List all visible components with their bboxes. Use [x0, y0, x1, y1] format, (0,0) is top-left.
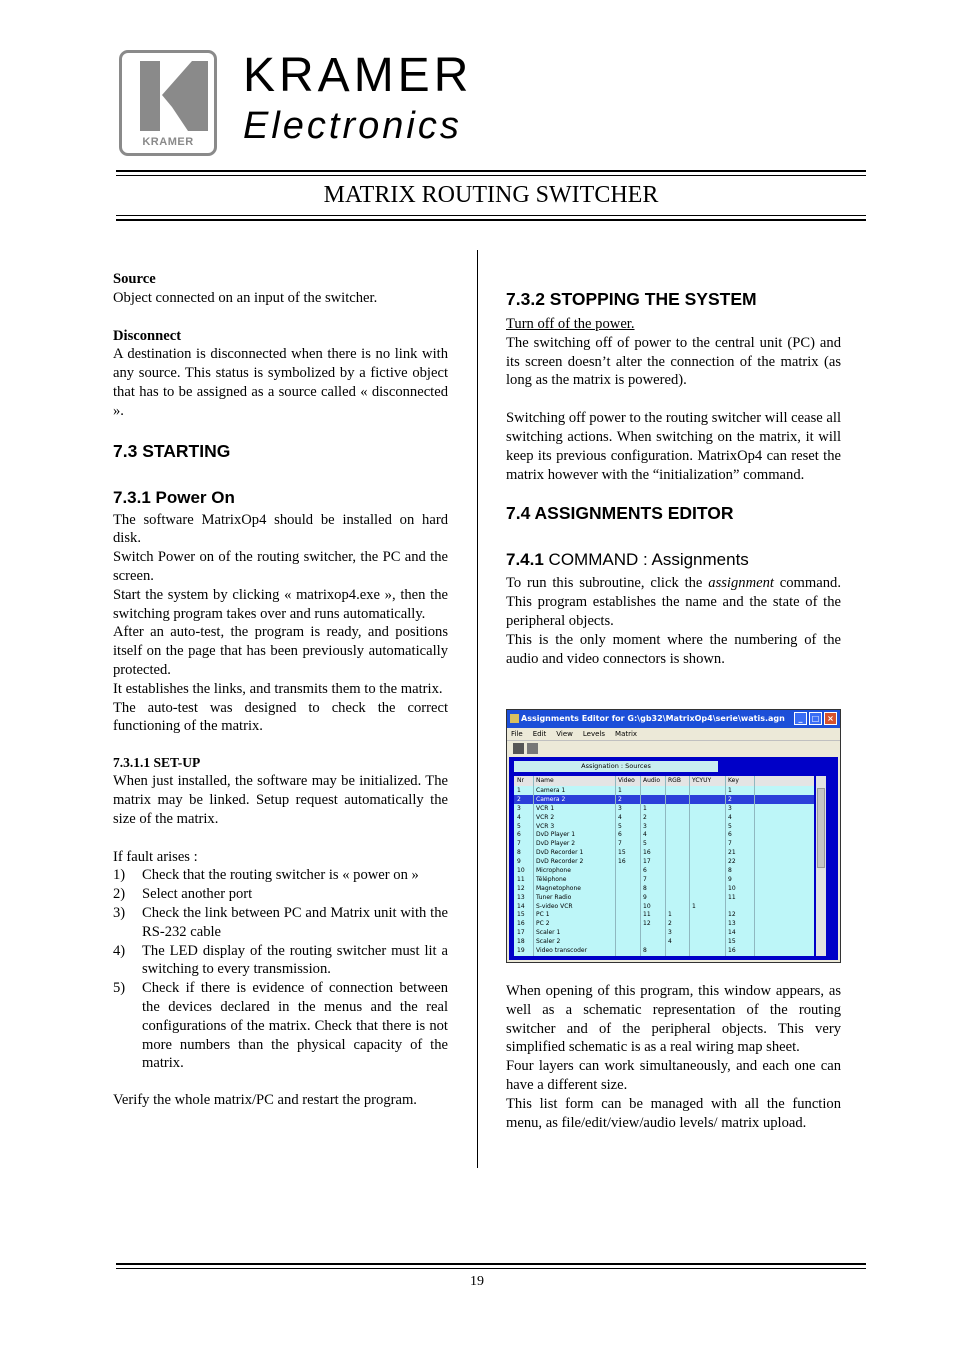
table-cell: DvD Recorder 2 — [536, 858, 584, 866]
table-cell: DvD Player 1 — [536, 831, 576, 839]
table-cell: 2 — [643, 813, 647, 821]
table-cell: 22 — [728, 858, 736, 866]
window-title: Assignments Editor for G:\gb32\MatrixOp4\serie\watis.agn — [521, 714, 785, 723]
footer-rule-thin — [116, 1268, 866, 1269]
table-row[interactable] — [514, 786, 814, 795]
table-cell: 19 — [517, 947, 525, 955]
table-cell: 6 — [728, 831, 732, 839]
table-cell: 21 — [728, 849, 736, 857]
table-cell: 13 — [728, 920, 736, 928]
table-row[interactable] — [514, 919, 814, 928]
menu-view[interactable]: View — [556, 730, 573, 738]
table-cell: VCR 3 — [536, 822, 555, 830]
table-cell: 9 — [728, 875, 732, 883]
column-header[interactable]: Name — [536, 777, 554, 784]
menu-matrix[interactable]: Matrix — [615, 730, 638, 738]
table-cell: 5 — [517, 822, 521, 830]
disconnect-definition: A destination is disconnected when there is no link with any source. This status is symbolized by a fictive object that has to be assigned as a source called « disconnected ». — [113, 346, 448, 419]
minimize-icon[interactable]: _ — [794, 712, 807, 725]
scroll-thumb[interactable] — [817, 788, 825, 868]
heading-assignments-editor: 7.4 ASSIGNMENTS EDITOR — [506, 503, 734, 524]
table-cell: 7 — [728, 840, 732, 848]
column-divider — [477, 250, 478, 1168]
table-cell: 3 — [728, 804, 732, 812]
table-cell: 4 — [668, 938, 672, 946]
table-cell: 8 — [643, 884, 647, 892]
column-header[interactable]: Nr — [517, 777, 524, 784]
table-cell: Camera 2 — [536, 795, 566, 803]
save-icon[interactable] — [513, 743, 524, 754]
heading-power-on: 7.3.1 Power On — [113, 487, 235, 507]
menu-levels[interactable]: Levels — [582, 730, 606, 738]
logo-wordmark: KRAMER — [142, 136, 194, 148]
table-cell: 14 — [517, 902, 525, 910]
close-icon[interactable]: × — [824, 712, 837, 725]
table-cell: 16 — [618, 858, 626, 866]
table-cell: 9 — [643, 893, 647, 901]
table-row[interactable] — [514, 937, 814, 946]
menu-edit[interactable]: Edit — [532, 730, 547, 738]
brand-name: KRAMER — [243, 49, 473, 102]
table-cell: VCR 1 — [536, 804, 555, 812]
after-para: Four layers can work simultaneously, and each one can have a different size. — [506, 1058, 841, 1093]
left-column — [113, 270, 448, 1110]
brand-subtitle: Electronics — [243, 105, 462, 147]
table-cell: Tuner Radio — [536, 893, 572, 901]
footer-rule-thick — [116, 1263, 866, 1265]
table-cell: 18 — [517, 938, 525, 946]
table-cell: DvD Player 2 — [536, 840, 576, 848]
heading-command: 7.4.1 COMMAND : Assignments — [506, 550, 749, 570]
column-header[interactable]: Key — [728, 777, 739, 784]
assignments-grid — [514, 776, 814, 956]
vertical-scrollbar[interactable] — [816, 776, 826, 956]
stop-underline: Turn off of the power. — [506, 316, 635, 332]
table-cell: 4 — [643, 831, 647, 839]
after-para: This list form can be managed with all the function menu, as file/edit/view/audio levels/ matrix upload. — [506, 1095, 841, 1131]
table-cell: 1 — [692, 902, 696, 910]
table-cell: 7 — [643, 875, 647, 883]
list-item: 2) Select another port — [113, 886, 253, 903]
column-separator — [754, 776, 755, 956]
command-para: This is the only moment where the numbering of the audio and video connectors is shown. — [506, 631, 841, 667]
column-header[interactable]: RGB — [668, 777, 681, 784]
column-header[interactable]: Audio — [643, 777, 661, 784]
table-cell: 11 — [517, 875, 525, 883]
table-cell: 1 — [643, 804, 647, 812]
table-cell: Scaler 1 — [536, 929, 561, 937]
table-cell: Téléphone — [536, 875, 567, 883]
poweron-para: The software MatrixOp4 should be installed on hard disk. — [113, 511, 448, 547]
table-row[interactable] — [514, 795, 814, 804]
heading-stopping: 7.3.2 STOPPING THE SYSTEM — [506, 289, 757, 309]
table-cell: 1 — [728, 787, 732, 794]
table-cell: 10 — [643, 902, 651, 910]
table-cell: DvD Recorder 1 — [536, 849, 584, 857]
list-item: 3) Check the link between PC and Matrix unit with the RS-232 cable — [113, 904, 448, 940]
table-cell: 12 — [728, 911, 736, 919]
source-term: Source — [113, 271, 156, 287]
table-cell: Scaler 2 — [536, 938, 561, 946]
table-row[interactable] — [514, 893, 814, 902]
table-row[interactable] — [514, 857, 814, 866]
table-cell: PC 1 — [536, 911, 550, 919]
table-cell: 1 — [517, 787, 521, 794]
command-para: To run this subroutine, click the assignment command. This program establishes the name and the state of the peripheral objects. — [506, 575, 841, 629]
table-cell: 15 — [517, 911, 525, 919]
header-rule-thin — [116, 175, 866, 176]
table-cell: 15 — [618, 849, 626, 857]
table-cell: 1 — [618, 787, 622, 794]
table-cell: 5 — [643, 840, 647, 848]
column-separator — [689, 776, 690, 956]
table-row[interactable] — [514, 866, 814, 875]
table-cell: Video transcoder — [536, 947, 588, 955]
table-cell: Microphone — [536, 867, 571, 875]
setup-para: When just installed, the software may be initialized. The matrix may be linked. Setup request automatically the size of the matrix. — [113, 773, 448, 827]
table-cell: 11 — [643, 911, 651, 919]
table-cell: 2 — [517, 795, 521, 803]
column-separator — [665, 776, 666, 956]
table-cell: 10 — [517, 867, 525, 875]
table-cell: 3 — [668, 929, 672, 937]
table-cell: Magnetophone — [536, 884, 581, 892]
stop-para: Switching off power to the routing switcher will cease all switching actions. When switching on the matrix, it will keep its previous configuration. MatrixOp4 can reset the matrix however with the “initialization” command. — [506, 410, 841, 483]
page-number: 19 — [470, 1274, 484, 1289]
verify-para: Verify the whole matrix/PC and restart the program. — [113, 1092, 417, 1109]
table-cell: VCR 2 — [536, 813, 555, 821]
maximize-icon[interactable]: □ — [809, 712, 822, 725]
poweron-para: The auto-test was designed to check the correct functioning of the matrix. — [113, 699, 448, 735]
stop-para: The switching off of power to the central unit (PC) and its screen doesn’t alter the connection of the matrix (as long as the matrix is powered). — [506, 334, 841, 389]
disconnect-term: Disconnect — [113, 327, 182, 344]
title-rule-thick — [116, 219, 866, 221]
table-cell: 2 — [618, 795, 622, 803]
table-cell: 5 — [618, 822, 622, 830]
edit-icon[interactable] — [527, 743, 538, 754]
table-cell: PC 2 — [536, 920, 550, 928]
table-row[interactable] — [514, 928, 814, 937]
table-cell: 10 — [728, 884, 736, 892]
table-row[interactable] — [514, 946, 814, 955]
window-titlebar — [507, 710, 840, 728]
table-cell: 4 — [517, 813, 521, 821]
poweron-para: After an auto-test, the program is ready, and positions itself on the page that has been previously automatically protected. — [113, 624, 448, 678]
title-rule-thin — [116, 215, 866, 216]
table-cell: 6 — [517, 831, 521, 839]
list-item: 4) The LED display of the routing switcher must lit a switching to every transmission. — [113, 942, 448, 978]
menu-file[interactable]: File — [511, 730, 523, 738]
table-row[interactable] — [514, 902, 814, 911]
column-separator — [533, 776, 534, 956]
fault-list — [113, 866, 448, 1073]
heading-starting: 7.3 STARTING — [113, 440, 231, 461]
table-cell: 8 — [728, 867, 732, 875]
table-cell: 17 — [517, 929, 525, 937]
source-definition: Object connected on an input of the switcher. — [113, 289, 378, 306]
table-cell: 3 — [517, 804, 521, 812]
table-cell: 7 — [618, 840, 622, 848]
table-row[interactable] — [514, 884, 814, 893]
table-cell: 12 — [517, 884, 525, 892]
table-cell: 4 — [618, 813, 622, 821]
table-cell: 14 — [728, 929, 736, 937]
table-row[interactable] — [514, 910, 814, 919]
table-row[interactable] — [514, 822, 814, 831]
client-area — [509, 757, 838, 960]
table-cell: 6 — [643, 867, 647, 875]
header-rule-thick — [116, 170, 866, 172]
column-separator — [725, 776, 726, 956]
table-cell: 3 — [618, 804, 622, 812]
document-title: MATRIX ROUTING SWITCHER — [323, 182, 659, 208]
table-cell: 2 — [728, 795, 732, 803]
table-cell: Camera 1 — [536, 787, 566, 794]
list-item: 5) Check if there is evidence of connection between the devices declared in the menus and the real configurations of the matrix. Check that there is not more numbers than the physical capacity of the matrix. — [113, 980, 448, 1072]
kramer-k-icon — [122, 55, 214, 135]
table-cell: 7 — [517, 840, 521, 848]
poweron-para: Start the system by clicking « matrixop4.exe », then the switching program takes over and runs automatically. — [113, 586, 448, 622]
table-cell: 4 — [728, 813, 732, 821]
table-cell: 11 — [728, 893, 736, 901]
kramer-logo — [119, 50, 217, 156]
right-column-lower — [506, 982, 841, 1132]
table-cell: 2 — [668, 920, 672, 928]
table-cell: 16 — [517, 920, 525, 928]
after-para: When opening of this program, this window appears, as well as a schematic representation of the routing switcher and of the peripheral objects. This very simplified schematic is as a real wiring map sheet. — [506, 983, 841, 1056]
table-cell: 8 — [643, 947, 647, 955]
column-separator — [615, 776, 616, 956]
table-row[interactable] — [514, 813, 814, 822]
table-row[interactable] — [514, 839, 814, 848]
table-row[interactable] — [514, 804, 814, 813]
poweron-para: Switch Power on of the routing switcher, the PC and the screen. — [113, 549, 448, 584]
table-cell: S-video VCR — [536, 902, 573, 910]
table-row[interactable] — [514, 848, 814, 857]
table-cell: 13 — [517, 893, 525, 901]
grid-header-row — [514, 776, 814, 786]
toolbar — [507, 740, 840, 757]
table-cell: 3 — [643, 822, 647, 830]
assignation-header: Assignation : Sources — [514, 761, 718, 772]
table-cell: 6 — [618, 831, 622, 839]
table-cell: 16 — [728, 947, 736, 955]
table-cell: 9 — [517, 858, 521, 866]
table-cell: 17 — [643, 858, 651, 866]
heading-setup: 7.3.1.1 SET-UP — [113, 755, 201, 771]
column-header[interactable]: YCYUY — [692, 777, 712, 784]
table-cell: 8 — [517, 849, 521, 857]
table-row[interactable] — [514, 875, 814, 884]
poweron-para: It establishes the links, and transmits them to the matrix. — [113, 680, 443, 697]
table-cell: 5 — [728, 822, 732, 830]
menu-bar — [507, 728, 840, 740]
table-cell: 16 — [643, 849, 651, 857]
table-cell: 12 — [643, 920, 651, 928]
table-cell: 1 — [668, 911, 672, 919]
list-item: 1) Check that the routing switcher is « power on » — [113, 867, 419, 884]
app-icon — [510, 714, 519, 723]
right-column — [506, 288, 841, 668]
table-row[interactable] — [514, 830, 814, 839]
assignments-editor-screenshot — [506, 709, 841, 963]
column-separator — [640, 776, 641, 956]
column-header[interactable]: Video — [618, 777, 635, 784]
table-cell: 15 — [728, 938, 736, 946]
fault-intro: If fault arises : — [113, 848, 198, 865]
